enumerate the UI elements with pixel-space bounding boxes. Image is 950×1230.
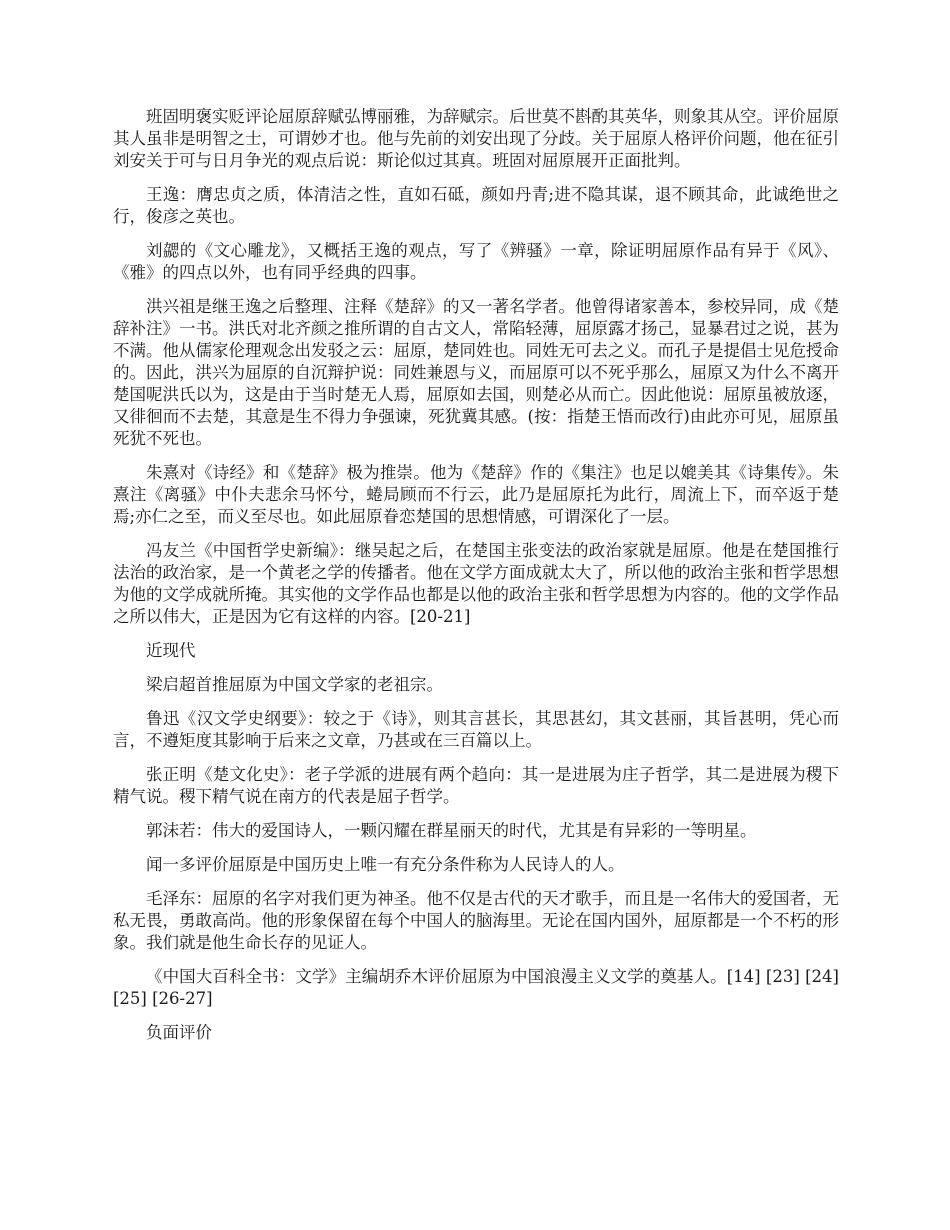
paragraph-wenyiduo: 闻一多评价屈原是中国历史上唯一有充分条件称为人民诗人的人。 [146,855,625,874]
paragraph-encyclopedia: 《中国大百科全书：文学》主编胡乔木评价屈原为中国浪漫主义文学的奠基人。[14] [23] [24] [25] [26-27] [113,967,839,1008]
paragraph-hongxingzu: 洪兴祖是继王逸之后整理、注释《楚辞》的又一著名学者。他曾得诸家善本，参校异同，成《楚辞补注》一书。洪氏对北齐颜之推所谓的自古文人，常陷轻薄，屈原露才扬己，显暴君过之说，甚为不满。他从儒家伦理观念出发驳之云：屈原，楚同姓也。同姓无可去之义。而孔子是提倡士见危授命的。因此，洪兴为屈原的自沉辩护说：同姓兼恩与义，而屈原可以不死乎那么，屈原又为什么不离开楚国呢洪氏以为，这是由于当时楚无人焉，屈原如去国，则楚必从而亡。因此他说：屈原虽被放逐，又徘徊而不去楚，其意是生不得力争强谏，死犹冀其感。(按：指楚王悟而改行)由此亦可见，屈原虽死犹不死也。 [113,297,839,448]
section-heading-negative: 负面评价 [146,1023,212,1042]
paragraph-liangqichao: 梁启超首推屈原为中国文学家的老祖宗。 [146,675,443,694]
paragraph-wangyi: 王逸：膺忠贞之质，体清洁之性，直如石砥，颜如丹青;进不隐其谋，退不顾其命，此诚绝世之行，俊彦之英也。 [113,185,839,226]
paragraph-luxun: 鲁迅《汉文学史纲要》：较之于《诗》，则其言甚长，其思甚幻，其文甚丽，其旨甚明，凭心而言，不遵矩度其影响于后来之文章，乃甚或在三百篇以上。 [113,709,839,750]
paragraph-maozedong: 毛泽东：屈原的名字对我们更为神圣。他不仅是古代的天才歌手，而且是一名伟大的爱国者，无私无畏，勇敢高尚。他的形象保留在每个中国人的脑海里。无论在国内国外，屈原都是一个不朽的形象。我们就是他生命长存的见证人。 [113,889,839,952]
paragraph-guomoruo: 郭沫若：伟大的爱国诗人，一颗闪耀在群星丽天的时代，尤其是有异彩的一等明星。 [146,821,757,840]
document-body [113,106,839,1056]
paragraph-zhangzhengming: 张正明《楚文化史》：老子学派的进展有两个趋向：其一是进展为庄子哲学，其二是进展为稷下精气说。稷下精气说在南方的代表是屈子哲学。 [113,765,839,806]
paragraph-liuxie: 刘勰的《文心雕龙》，又概括王逸的观点，写了《辨骚》一章，除证明屈原作品有异于《风》、《雅》的四点以外，也有同乎经典的四事。 [113,241,839,282]
paragraph-fengyoulan: 冯友兰《中国哲学史新编》：继吴起之后，在楚国主张变法的政治家就是屈原。他是在楚国推行法治的政治家，是一个黄老之学的传播者。他在文学方面成就太大了，所以他的政治主张和哲学思想为他的文学成就所掩。其实他的文学作品也都是以他的政治主张和哲学思想为内容的。他的文学作品之所以伟大，正是因为它有这样的内容。[20-21] [113,541,839,626]
paragraph-zhuxi: 朱熹对《诗经》和《楚辞》极为推崇。他为《楚辞》作的《集注》也足以媲美其《诗集传》。朱熹注《离骚》中仆夫悲余马怀兮，蜷局顾而不行云，此乃是屈原托为此行，周流上下，而卒返于楚焉;亦仁之至，而义至尽也。如此屈原眷恋楚国的思想情感，可谓深化了一层。 [113,463,839,526]
paragraph-bangu: 班固明褒实贬评论屈原辞赋弘博丽雅，为辞赋宗。后世莫不斟酌其英华，则象其从空。评价屈原其人虽非是明智之士，可谓妙才也。他与先前的刘安出现了分歧。关于屈原人格评价问题，他在征引刘安关于可与日月争光的观点后说：斯论似过其真。班固对屈原展开正面批判。 [113,107,839,170]
section-heading-modern: 近现代 [146,641,196,660]
